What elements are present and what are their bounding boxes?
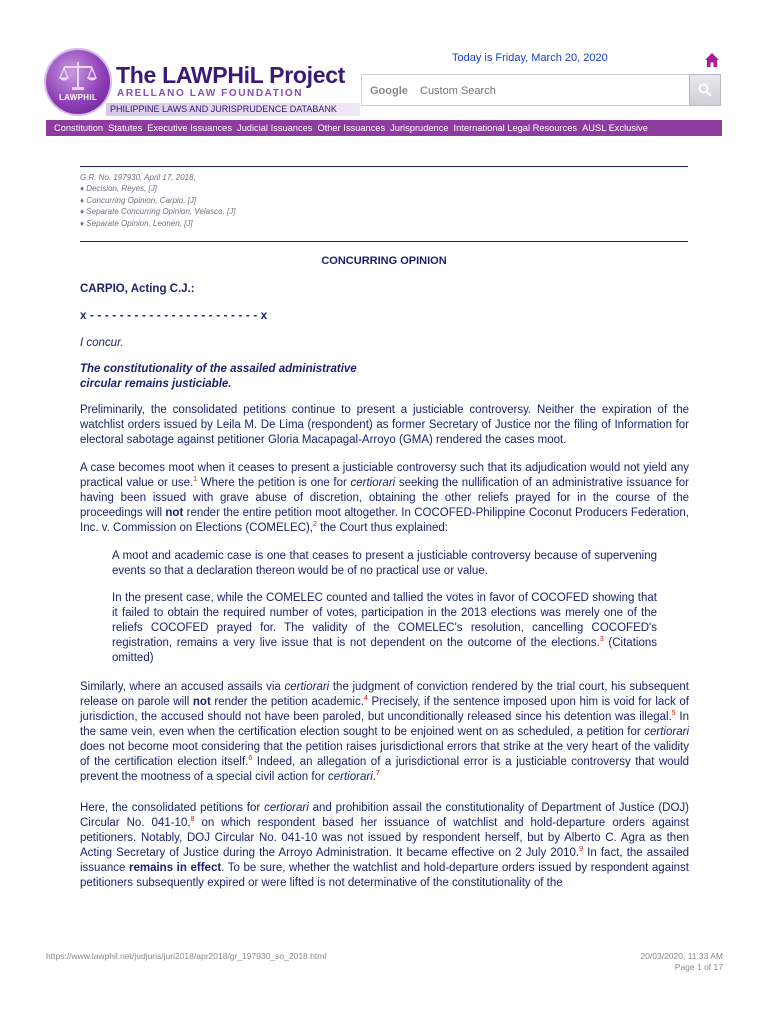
site-subtitle: ARELLANO LAW FOUNDATION <box>117 88 304 99</box>
paragraph-3 <box>80 680 689 785</box>
logo-caption: LAWPHIL <box>58 93 98 102</box>
main-nav <box>46 120 722 136</box>
google-logo: Google <box>370 85 408 97</box>
p3-italic: certiorari <box>644 726 689 738</box>
search-icon <box>698 83 712 97</box>
footnote-ref[interactable]: 8 <box>190 816 195 824</box>
p2-text: A case becomes moot when it ceases to present a justiciable controversy such that its adjudication would not yield any practical value or use. <box>80 462 689 489</box>
site-tagline-bar <box>106 103 360 116</box>
nav-jurisprudence[interactable]: Jurisprudence <box>390 123 449 133</box>
footer-timestamp: 20/03/2020, 11:33 AM <box>640 951 723 961</box>
p3-text: Indeed, an allegation of a jurisdictional error is a justiciable controversy that would prevent the mootness of a special civil action for <box>80 756 690 783</box>
opinion-heading: CONCURRING OPINION <box>321 255 447 267</box>
home-icon[interactable] <box>704 52 720 68</box>
p2-bold: not <box>165 507 184 519</box>
footnote-ref[interactable]: 1 <box>193 476 198 484</box>
meta-separate-concurring-link[interactable]: ♦ Separate Concurring Opinion, Velasco, [J] <box>80 207 236 217</box>
p4-bold: remains in effect <box>128 862 222 874</box>
footer-url: https://www.lawphil.net/judjuris/juri2018/apr2018/gr_197930_so_2018.html <box>46 951 327 961</box>
p3-text: render the petition academic. <box>210 696 364 708</box>
p4-italic: certiorari <box>264 802 309 814</box>
p2-italic: certiorari <box>350 477 396 489</box>
nav-constitution[interactable]: Constitution <box>54 123 104 133</box>
site-tagline: PHILIPPINE LAWS AND JURISPRUDENCE DATABANK <box>110 104 337 114</box>
site-title[interactable] <box>116 62 345 89</box>
p4-text: In fact, the assailed issuance <box>80 847 689 874</box>
p3-italic: certiorari <box>328 771 373 783</box>
p3-text: Similarly, where an accused assails via <box>80 681 285 693</box>
footnote-ref[interactable]: 5 <box>671 710 676 718</box>
site-title-suffix: Project <box>263 62 346 88</box>
current-date: Today is Friday, March 20, 2020 <box>452 52 608 64</box>
scales-of-justice-icon <box>56 58 100 94</box>
footnote-ref[interactable]: 4 <box>363 695 368 703</box>
p2-text: seeking the nullification of an administrative issuance for having been issued with grave abuse of discretion, obtaining the other reliefs prayed for in the course of the proceedings will <box>80 477 689 519</box>
blockquote-2 <box>112 591 657 666</box>
search-input[interactable] <box>418 81 672 101</box>
paragraph-2 <box>80 461 689 536</box>
paragraph-4 <box>80 801 689 891</box>
lawphil-logo[interactable] <box>46 50 110 114</box>
p3-bold: not <box>192 696 211 708</box>
meta-separate-opinion-link[interactable]: ♦ Separate Opinion, Leonen, [J] <box>80 218 193 228</box>
separator-line: x - - - - - - - - - - - - - - - - - - - - - - - x <box>80 310 268 322</box>
p4-text: and prohibition assail the constitutionality of Department of Justice (DOJ) Circular No. 041-10, <box>80 802 689 829</box>
footnote-ref[interactable]: 6 <box>248 755 253 763</box>
nav-executive-issuances[interactable]: Executive Issuances <box>147 123 232 133</box>
p4-text: Here, the consolidated petitions for <box>80 802 265 814</box>
p2-text: Where the petition is one for <box>197 477 351 489</box>
p3-text: Precisely, if the sentence imposed upon him is void for lack of jurisdiction, the accused should not have been paroled, but unconditionally released since his detention was illegal. <box>80 696 689 723</box>
nav-international-legal-resources[interactable]: International Legal Resources <box>453 123 578 133</box>
search-button[interactable] <box>689 74 721 106</box>
meta-decision-link[interactable]: ♦ Decision, Reyes, [J] <box>80 184 157 194</box>
nav-ausl-exclusive[interactable]: AUSL Exclusive <box>582 123 648 133</box>
footnote-ref[interactable]: 7 <box>375 770 380 778</box>
p2-text: the Court thus explained: <box>316 522 449 534</box>
p3-text: does not become moot considering that the petition raises jurisdictional errors that strike at the very heart of the validity of the certification election itself. <box>80 741 689 768</box>
nav-other-issuances[interactable]: Other Issuances <box>317 123 386 133</box>
p4-text: on which respondent based her issuance of watchlist and hold-departure orders against petitioners. Notably, DOJ Circular No. 041-10 was not issued by respondent herself, but by Alberto C. Agra as then Acting Secretary of Justice during the Arroyo Administration. It became effective on 2 July 2010. <box>80 817 690 859</box>
bottom-divider <box>80 241 688 242</box>
meta-concurring-link[interactable]: ♦ Concurring Opinion, Carpio, [J] <box>80 195 197 205</box>
p3-text: In the same vein, even when the certification election sought to be enjoined went on as scheduled, a petition for <box>80 711 689 738</box>
section-subheading: The constitutionality of the assailed administrative circular remains justiciable. <box>80 363 357 390</box>
footnote-ref[interactable]: 3 <box>599 636 604 644</box>
site-title-main: LAWPHiL <box>162 62 264 88</box>
case-number[interactable]: G.R. No. 197930, April 17, 2018, <box>80 173 196 182</box>
site-title-prefix: The <box>116 62 163 88</box>
q2-text: (Citations omitted) <box>112 637 657 664</box>
p3-text: the judgment of conviction rendered by the trial court, his subsequent release on parole will <box>80 681 689 708</box>
paragraph-1: Preliminarily, the consolidated petitions continue to present a justiciable controversy. Neither the expiration of the watchlist orders issued by Leila M. De Lima (respondent) as former Secretary of Justice nor the filing of Information for electoral sabotage against petitioner Gloria Macapagal-Arroyo (GMA) rendered the cases moot. <box>80 404 689 446</box>
blockquote-1: A moot and academic case is one that ceases to present a justiciable controversy because of supervening events so that a declaration thereon would be of no practical use or value. <box>112 550 657 577</box>
p4-text: . To be sure, whether the watchlist and hold-departure orders issued by respondent against petitioners subsequently expired or were lifted is not determinative of the constitutionality of the <box>80 862 689 889</box>
nav-statutes[interactable]: Statutes <box>108 123 143 133</box>
search-box <box>361 74 689 106</box>
top-divider <box>80 166 688 167</box>
q2-text: In the present case, while the COMELEC counted and tallied the votes in favor of COCOFED showing that it failed to obtain the required number of votes, participation in the 2013 elections was merely one of the reliefs COCOFED prayed for. The validity of the COMELEC's resolution, cancelling COCOFED's registration, remains a very live issue that is not dependent on the outcome of the elections. <box>112 592 657 649</box>
p3-italic: certiorari <box>284 681 330 693</box>
p2-text: render the entire petition moot altogether. In COCOFED-Philippine Coconut Producers Federation, Inc. v. Commission on Elections (COMELEC), <box>80 507 689 534</box>
case-meta <box>80 172 235 229</box>
concur-statement: I concur. <box>80 337 124 349</box>
footnote-ref[interactable]: 9 <box>579 846 584 854</box>
footer-page-number: Page 1 of 17 <box>674 962 723 972</box>
opinion-author: CARPIO, Acting C.J.: <box>80 283 195 295</box>
p3-text: . <box>372 771 376 783</box>
footnote-ref[interactable]: 2 <box>313 521 317 529</box>
nav-judicial-issuances[interactable]: Judicial Issuances <box>236 123 313 133</box>
footer-info <box>640 951 723 973</box>
